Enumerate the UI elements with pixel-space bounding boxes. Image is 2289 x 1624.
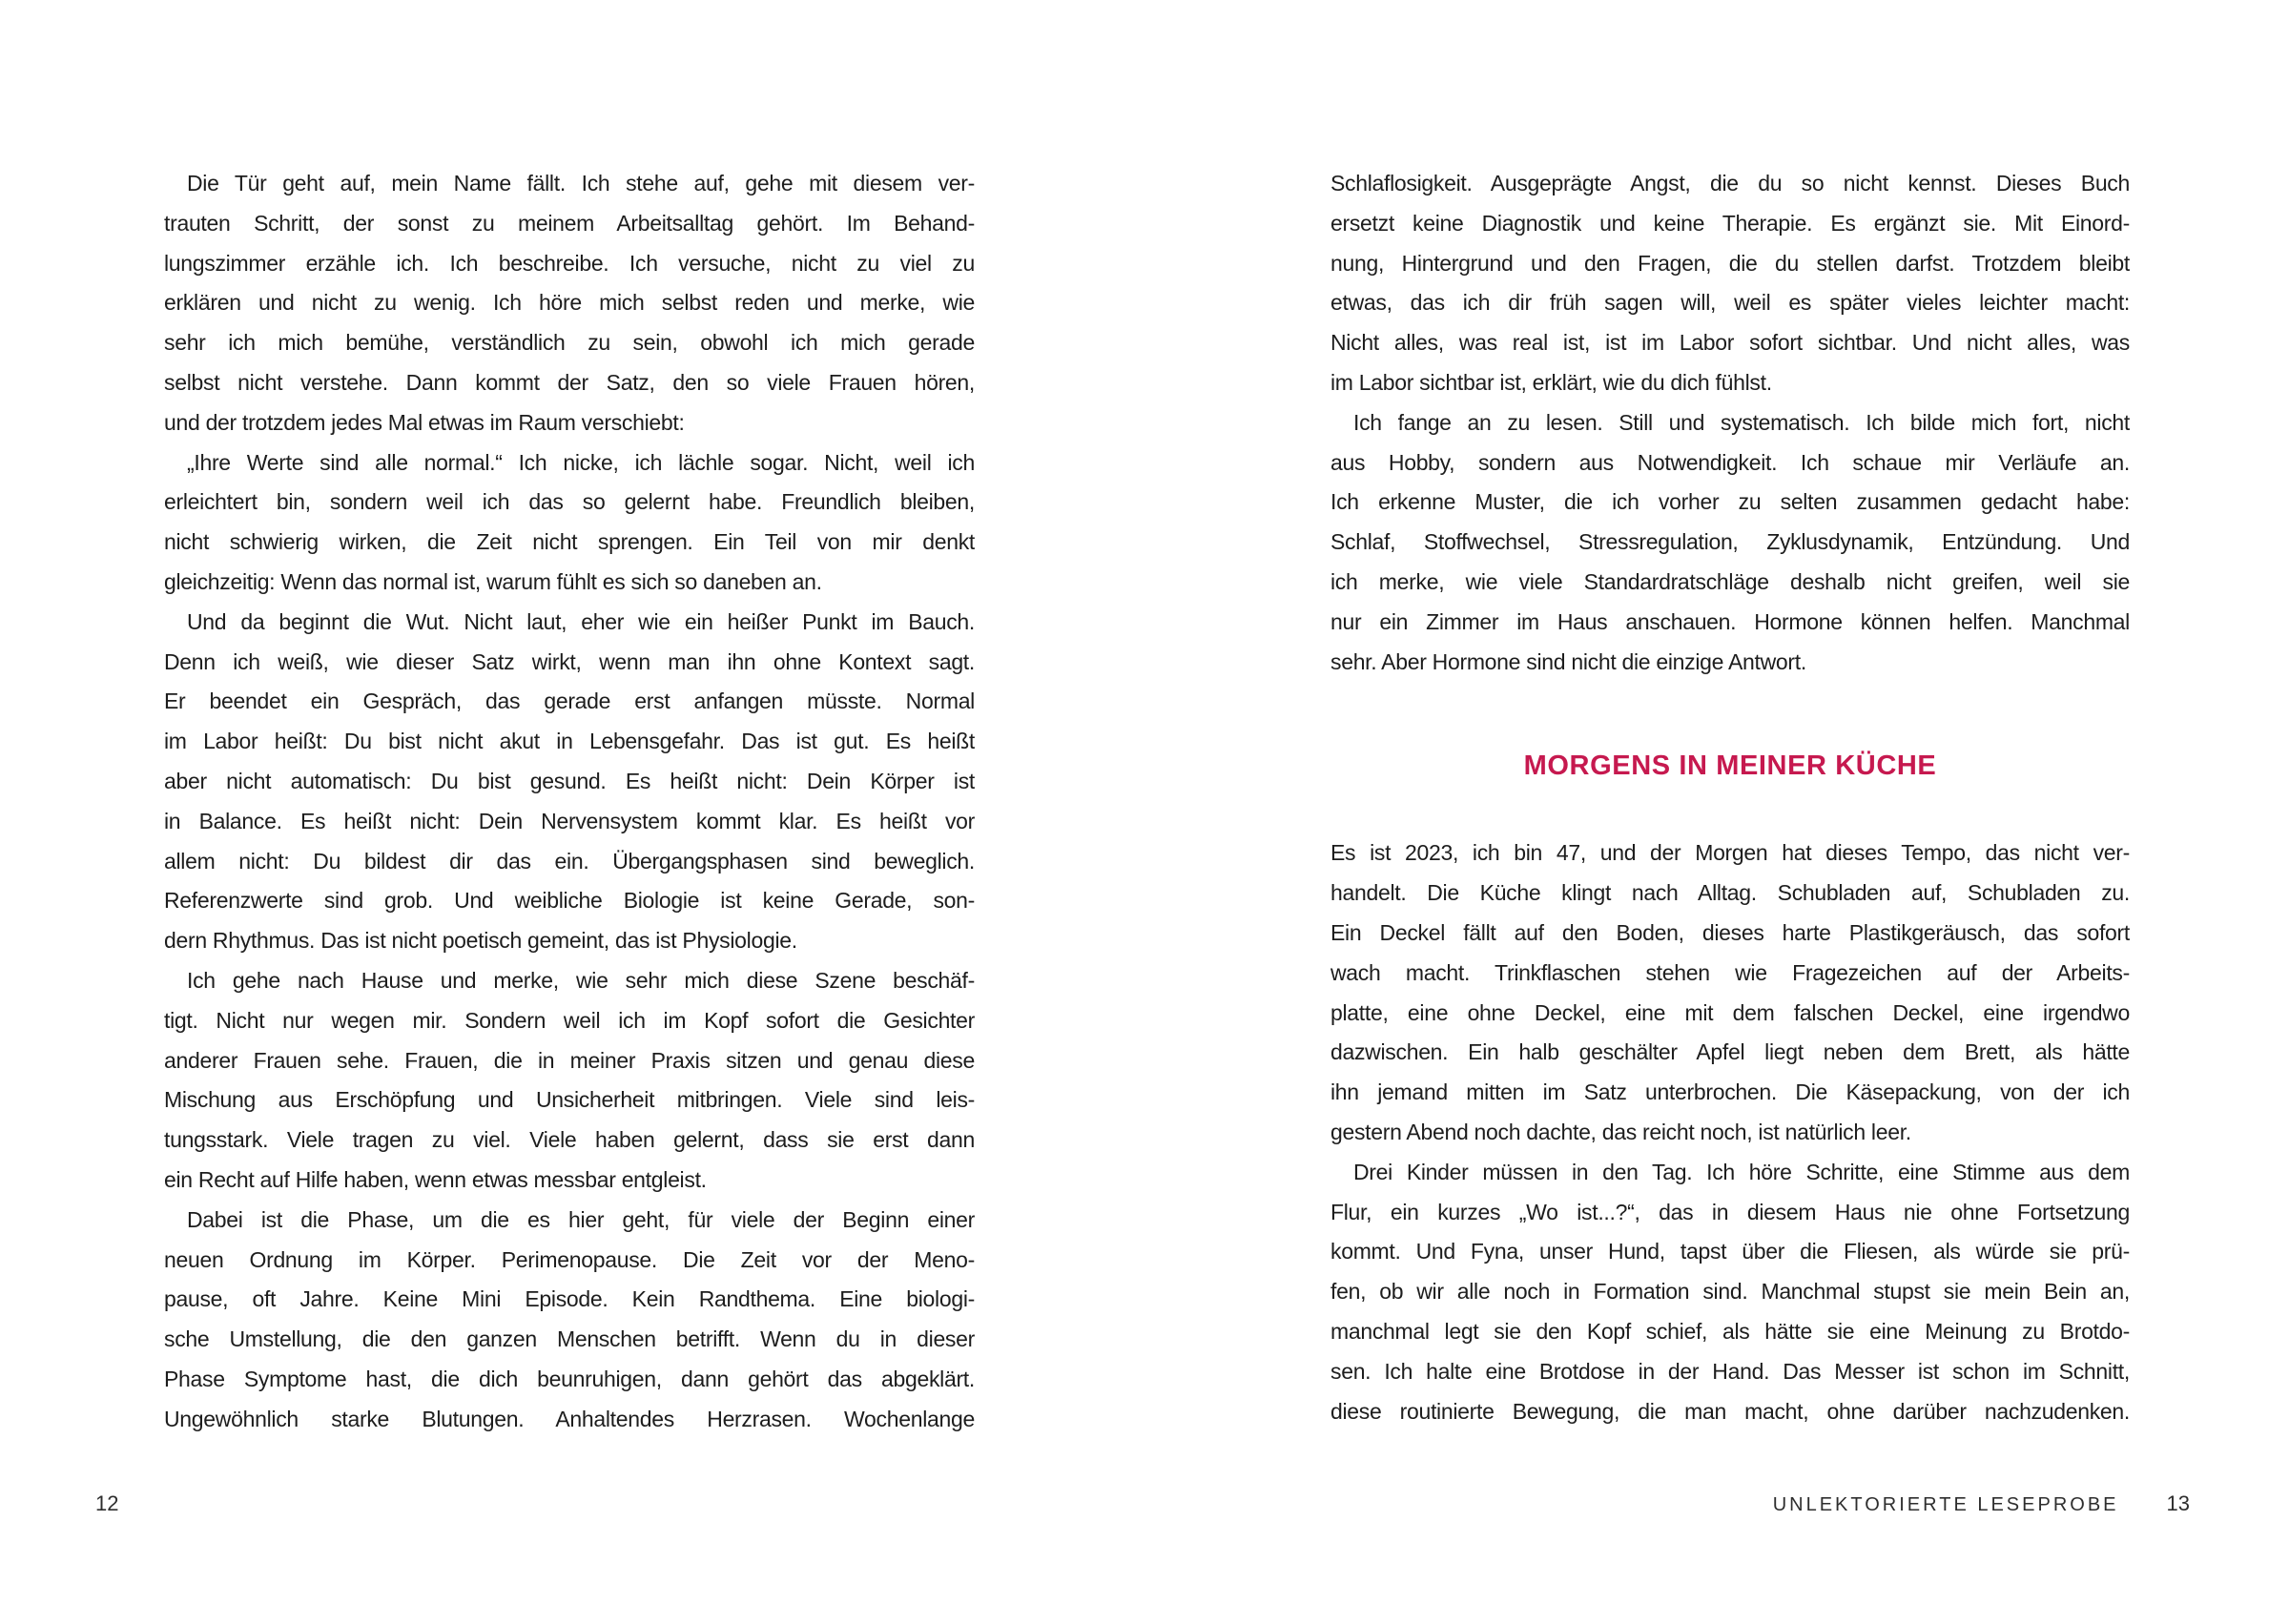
text-line: Flur, ein kurzes „Wo ist...?“, das in diesem Haus nie ohne Fortsetzung (1330, 1199, 2130, 1224)
text-line: Ungewöhnlich starke Blutungen. Anhaltendes Herzrasen. Wochenlange (164, 1406, 975, 1431)
footer-right (1773, 1490, 2190, 1518)
text-line: trauten Schritt, der sonst zu meinem Arbeitsalltag gehört. Im Behand- (164, 210, 975, 236)
page-number-right: 13 (2166, 1491, 2190, 1515)
text-line: sche Umstellung, die den ganzen Menschen betrifft. Wenn du in dieser (164, 1326, 975, 1352)
text-line: Nicht alles, was real ist, ist im Labor sofort sichtbar. Und nicht alles, was (1330, 330, 2130, 356)
text-line: Ich erkenne Muster, die ich vorher zu selten zusammen gedacht habe: (1330, 489, 2130, 515)
text-line: sehr ich mich bemühe, verständlich zu sein, obwohl ich mich gerade (164, 330, 975, 356)
text-line: gestern Abend noch dachte, das reicht noch, ist natürlich leer. (1330, 1119, 1911, 1144)
text-line: aber nicht automatisch: Du bist gesund. Es heißt nicht: Dein Körper ist (164, 768, 975, 793)
text-line: platte, eine ohne Deckel, eine mit dem falschen Deckel, eine irgendwo (1330, 999, 2130, 1025)
text-line: Die Tür geht auf, mein Name fällt. Ich stehe auf, gehe mit diesem ver- (187, 171, 975, 195)
text-line: handelt. Die Küche klingt nach Alltag. Schubladen auf, Schubladen zu. (1330, 880, 2130, 906)
text-line: ihn jemand mitten im Satz unterbrochen. Die Käsepackung, von der ich (1330, 1079, 2130, 1105)
text-line: Drei Kinder müssen in den Tag. Ich höre Schritte, eine Stimme aus dem (1353, 1159, 2130, 1184)
section-heading: MORGENS IN MEINER KÜCHE (1523, 750, 1937, 782)
text-line: diese routinierte Bewegung, die man macht, ohne darüber nachzudenken. (1330, 1398, 2130, 1424)
page-number-left: 12 (95, 1491, 119, 1515)
text-line: anderer Frauen sehe. Frauen, die in meiner Praxis sitzen und genau diese (164, 1047, 975, 1073)
text-line: ersetzt keine Diagnostik und keine Therapie. Es ergänzt sie. Mit Einord- (1330, 210, 2130, 236)
text-line: dern Rhythmus. Das ist nicht poetisch gemeint, das ist Physiologie. (164, 928, 797, 954)
text-line: Schlaflosigkeit. Ausgeprägte Angst, die du so nicht kennst. Dieses Buch (1330, 171, 2130, 195)
text-line: im Labor sichtbar ist, erklärt, wie du dich fühlst. (1330, 369, 1772, 395)
text-line: „Ihre Werte sind alle normal.“ Ich nicke, ich lächle sogar. Nicht, weil ich (187, 449, 975, 475)
text-line: Denn ich weiß, wie dieser Satz wirkt, wenn man ihn ohne Kontext sagt. (164, 648, 975, 674)
text-line: aus Hobby, sondern aus Notwendigkeit. Ich schaue mir Verläufe an. (1330, 449, 2130, 475)
text-line: ich merke, wie viele Standardratschläge deshalb nicht greifen, weil sie (1330, 568, 2130, 594)
text-line: Und da beginnt die Wut. Nicht laut, eher wie ein heißer Punkt im Bauch. (187, 608, 975, 634)
text-line: Dabei ist die Phase, um die es hier geht, für viele der Beginn einer (187, 1206, 975, 1232)
text-line: pause, oft Jahre. Keine Mini Episode. Kein Randthema. Eine biologi- (164, 1286, 975, 1312)
text-line: selbst nicht verstehe. Dann kommt der Satz, den so viele Frauen hören, (164, 369, 975, 395)
text-line: tigt. Nicht nur wegen mir. Sondern weil ich im Kopf sofort die Gesichter (164, 1007, 975, 1033)
text-line: neuen Ordnung im Körper. Perimenopause. Die Zeit vor der Meno- (164, 1246, 975, 1272)
text-line: etwas, das ich dir früh sagen will, weil es später vieles leichter macht: (1330, 290, 2130, 316)
text-line: Ich gehe nach Hause und merke, wie sehr mich diese Szene beschäf- (187, 967, 975, 993)
text-line: Ein Deckel fällt auf den Boden, dieses harte Plastikgeräusch, das sofort (1330, 919, 2130, 945)
text-line: nicht schwierig wirken, die Zeit nicht sprengen. Ein Teil von mir denkt (164, 529, 975, 555)
text-line: Phase Symptome hast, die dich beunruhigen, dann gehört das abgeklärt. (164, 1366, 975, 1391)
text-line: lungszimmer erzähle ich. Ich beschreibe. Ich versuche, nicht zu viel zu (164, 250, 975, 276)
text-line: gleichzeitig: Wenn das normal ist, warum fühlt es sich so daneben an. (164, 568, 822, 594)
text-line: manchmal legt sie den Kopf schief, als hätte sie eine Meinung zu Brotdo- (1330, 1318, 2130, 1344)
text-line: tungsstark. Viele tragen zu viel. Viele haben gelernt, dass sie erst dann (164, 1127, 975, 1153)
text-line: wach macht. Trinkflaschen stehen wie Fragezeichen auf der Arbeits- (1330, 959, 2130, 985)
text-line: erklären und nicht zu wenig. Ich höre mich selbst reden und merke, wie (164, 290, 975, 316)
text-line: ein Recht auf Hilfe haben, wenn etwas messbar entgleist. (164, 1166, 707, 1192)
text-line: sen. Ich halte eine Brotdose in der Hand. Das Messer ist schon im Schnitt, (1330, 1358, 2130, 1384)
text-line: fen, ob wir alle noch in Formation sind. Manchmal stupst sie mein Bein an, (1330, 1279, 2130, 1305)
text-line: Referenzwerte sind grob. Und weibliche Biologie ist keine Gerade, son- (164, 888, 975, 914)
text-line: Es ist 2023, ich bin 47, und der Morgen hat dieses Tempo, das nicht ver- (1330, 840, 2130, 866)
text-line: Mischung aus Erschöpfung und Unsicherheit mitbringen. Viele sind leis- (164, 1087, 975, 1113)
text-line: nung, Hintergrund und den Fragen, die du stellen darfst. Trotzdem bleibt (1330, 250, 2130, 276)
text-line: nur ein Zimmer im Haus anschauen. Hormone können helfen. Manchmal (1330, 608, 2130, 634)
text-line: Ich fange an zu lesen. Still und systematisch. Ich bilde mich fort, nicht (1353, 409, 2130, 435)
footer-sample-label: UNLEKTORIERTE LESEPROBE (1772, 1494, 2119, 1515)
text-line: erleichtert bin, sondern weil ich das so gelernt habe. Freundlich bleiben, (164, 489, 975, 515)
text-line: in Balance. Es heißt nicht: Dein Nervensystem kommt klar. Es heißt vor (164, 808, 975, 833)
text-line: kommt. Und Fyna, unser Hund, tapst über die Fliesen, als würde sie prü- (1330, 1239, 2130, 1264)
text-line: im Labor heißt: Du bist nicht akut in Lebensgefahr. Das ist gut. Es heißt (164, 729, 975, 754)
text-line: allem nicht: Du bildest dir das ein. Übergangsphasen sind beweglich. (164, 848, 975, 874)
text-line: Schlaf, Stoffwechsel, Stressregulation, Zyklusdynamik, Entzündung. Und (1330, 529, 2130, 555)
page-right-text-column (1330, 164, 2130, 1431)
text-line: dazwischen. Ein halb geschälter Apfel liegt neben dem Brett, als hätte (1330, 1039, 2130, 1065)
text-line: Er beendet ein Gespräch, das gerade erst anfangen müsste. Normal (164, 689, 975, 714)
text-line: sehr. Aber Hormone sind nicht die einzige Antwort. (1330, 648, 1806, 674)
page-left-text-column (164, 164, 975, 1440)
text-line: und der trotzdem jedes Mal etwas im Raum verschiebt: (164, 409, 685, 435)
